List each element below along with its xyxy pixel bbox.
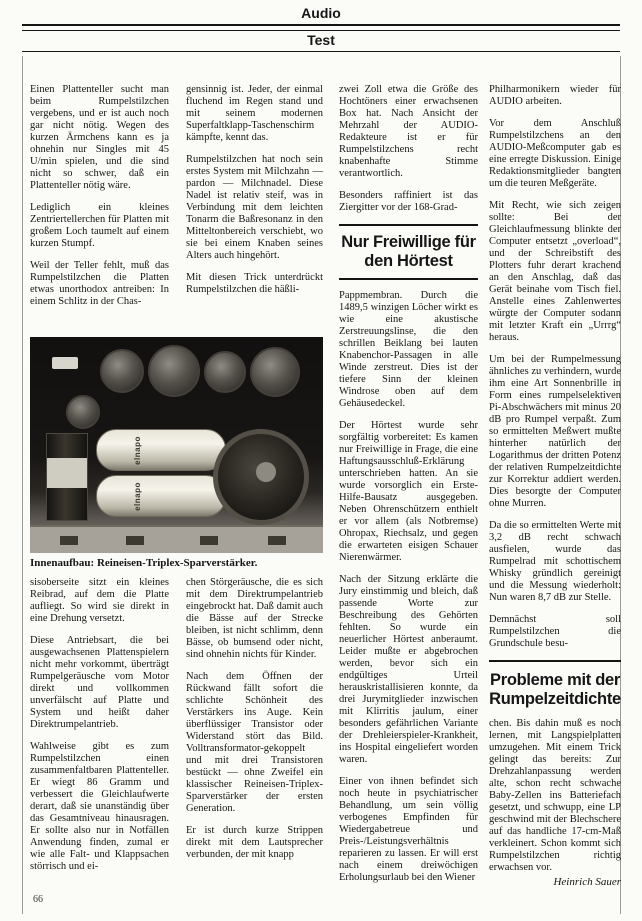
column-1-bottom <box>30 577 169 883</box>
photo-component <box>200 536 218 545</box>
photo-component <box>126 536 144 545</box>
paragraph: Der Hörtest wurde sehr sorgfältig vorbereitet: Es kamen nur Freiwillige in Frage, die eine Haftungsausschluß-Erklärung unterschrieben hatten. An sie wurde vorsorglich ein Erste-Hilfe-Bausatz ausgegeben. Neben Ohrenschützern enthielt er vor allem (als Notbremse) Ohropax, Riechsalz, und gegen die erwarteten eisigen Schauer Nierenwärmer. <box>339 420 478 563</box>
paragraph: Vor dem Anschluß Rumpelstilzchens an den AUDIO-Meßcomputer gab es eine erregte Diskussion. Einige Redaktionsmitglieder bangten um die teuren Meßgeräte. <box>489 118 621 189</box>
paragraph: Rumpelstilzchen hat noch sein erstes System mit Milchzahn — pardon — Milchnadel. Diese Nadel ist relativ steif, was in Verbindung mit dem leichten Tonarm die Baßresonanz in den Mitteltonbereich verschiebt, wo sie bei einem Knaben seines Alters auch hingehört. <box>186 154 323 261</box>
paragraph: Philharmonikern wieder für AUDIO arbeiten. <box>489 84 621 107</box>
photo-switch <box>52 357 78 369</box>
paragraph: Pappmembran. Durch die 1489,5 winzigen Löcher wirkt es wie eine akustische Zerstreuungslinse, die den schrillen Beiklang bei lauten Knabenchor-Passagen in alle Winde zerstreut. Dies ist der tiefere Sinn der kleinen Windrose oben auf dem Gehäusedeckel. <box>339 290 478 409</box>
photo-battery-label <box>47 458 87 488</box>
paragraph: Er ist durch kurze Strippen direkt mit dem Lautsprecher verbunden, der mit knapp <box>186 825 323 860</box>
photo-capacitor-cylinder <box>96 429 226 471</box>
amplifier-internals-photo <box>30 337 323 553</box>
photo-capacitor-brand: elnapo <box>132 435 142 465</box>
paragraph: Diese Antriebsart, die bei ausgewachsenen Plattenspielern nicht mehr vorkommt, überträgt Rumpelgeräusche vom Motor direkt und vollkommen unverfälscht auf Platte und System und heißt daher Direktrumpelantrieb. <box>30 635 169 730</box>
photo-capacitor-brand: elnapo <box>132 481 142 511</box>
paragraph: Mit diesen Trick unterdrückt Rumpelstilzchen die häßli- <box>186 272 323 295</box>
paragraph: gensinnig ist. Jeder, der einmal fluchend im Regen stand und mit seinem modernen Superfaltklapp-Taschenschirm kämpfte, kennt das. <box>186 84 323 143</box>
photo-battery <box>46 433 88 521</box>
header-double-rule <box>22 24 620 31</box>
photo-component <box>268 536 286 545</box>
photo-component <box>60 536 78 545</box>
page-number: 66 <box>33 894 43 905</box>
paragraph: Um bei der Rumpelmessung ähnliches zu verhindern, wurde ihm eine Art Sonnenbrille in Form eines rumpelselektiven Pi-Abschwächers mit minus 20 dB pro Rumpel verpaßt. Zum so ermittelten Meßwert mußte hinterher natürlich der Logarithmus der dritten Potenz der relativen Rumpelzeitdichte zur Korrektur addiert werden. Dies besorgte der Computer ohne Murren. <box>489 354 621 509</box>
photo-capacitor-top <box>100 349 144 393</box>
paragraph: zwei Zoll etwa die Größe des Hochtöners einer erwachsenen Box hat. Nach Ansicht der Mehrzahl der AUDIO-Redakteure ist er für Rumpelstilzchens recht knabenhafte Stimme verantwortlich. <box>339 84 478 179</box>
column-4 <box>489 84 621 888</box>
column-2-bottom <box>186 577 323 871</box>
paragraph: Mit Recht, wie sich zeigen sollte: Bei der Gleichlaufmessung blinkte der Computer entsetzt „overload“, und der Schreibstift des Plotters fuhr derart krachend an den Anschlag, daß das Gerät beinahe vom Tisch fiel. Anstelle eines Zahlenwertes würgte der Computer sodann mit letzter Kraft ein „Urrrg“ heraus. <box>489 200 621 343</box>
paragraph: chen Störgeräusche, die es sich mit dem Direktrumpelantrieb eingebrockt hat. Daß damit auch die Bässe auf der Strecke bleiben, ist nicht schlimm, denn Bässe, ob bumsend oder nicht, sind ohnehin nichts für Kinder. <box>186 577 323 660</box>
paragraph: Einen Plattenteller sucht man beim Rumpelstilzchen vergebens, und er ist auch noch gar nicht nötig. Wegen des kurzen Ärmchens kann es ja ohnehin nur Singles mit 45 U/min spielen, und die sind nicht so schwer, daß ein Plattenteller nötig wäre. <box>30 84 169 191</box>
paragraph: Weil der Teller fehlt, muß das Rumpelstilzchen die Platten etwas unorthodox antreiben: In einem Schlitz in der Chas- <box>30 260 169 307</box>
paragraph: Da die so ermittelten Werte mit 3,2 dB recht schwach ausfielen, wurde das Rumpelrad mit schottischem Whisky gründlich gereinigt und die Messung wiederholt: Nun waren 8,7 dB zur Stelle. <box>489 520 621 603</box>
paragraph: sisoberseite sitzt ein kleines Reibrad, auf dem die Platte aufliegt. So wird sie direkt in eine Drehung versetzt. <box>30 577 169 624</box>
section-title: Test <box>307 32 335 48</box>
photo-capacitor-top <box>204 351 246 393</box>
paragraph: Wahlweise gibt es zum Rumpelstilzchen einen zusammenfaltbaren Plattenteller. Er wiegt 86 Gramm und verbessert die Gleichlaufwerte derart, daß sie unanständig über das Gesamtniveau hinausragen. Er sollte also nur in Notfällen Anwendung finden, zumal er wie alle Falt- und Klappsachen störrisch und ei- <box>30 741 169 872</box>
page-border-left <box>22 56 23 914</box>
photo-capacitor-top <box>148 345 200 397</box>
column-2-top <box>186 84 323 306</box>
paragraph: Einer von ihnen befindet sich noch heute in psychiatrischer Behandlung, um sein völlig verbogenes Empfinden für Wiedergabetreue und Preis-/Leistungsverhältnis reparieren zu lassen. Er will erst nach einem dreiwöchigen Erholungsurlaub bei den Wiener <box>339 776 478 883</box>
photo-circuit-board <box>30 525 323 553</box>
photo-capacitor-top <box>66 395 100 429</box>
photo-caption: Innenaufbau: Reineisen-Triplex-Sparverstärker. <box>30 557 258 569</box>
photo-capacitor-cylinder <box>96 475 226 517</box>
author-byline: Heinrich Sauer <box>553 876 621 888</box>
header-rule <box>22 51 620 52</box>
paragraph: Nach der Sitzung erklärte die Jury einstimmig und bleich, daß passende Worte zur Beschreibung des Gehörten fehlten. So wurde ein neuerlicher Hörtest anberaumt. Leider mußte er abgebrochen werden, bevor sich ein endgültiges Urteil herauskristallisieren konnte, da drei Jurymitglieder inzwischen mit Klirritis jaulum, einer besonders gefährlichen Variante der Drehleierspieler-Krankheit, ins Hospital eingeliefert worden waren. <box>339 574 478 765</box>
column-1-top <box>30 84 169 318</box>
paragraph: Besonders raffiniert ist das Ziergitter vor der 168-Grad- <box>339 190 478 213</box>
paragraph: Lediglich ein kleines Zentriertellerchen für Platten mit großem Loch taumelt auf einem kurzen Stumpf. <box>30 202 169 249</box>
column-3 <box>339 84 478 894</box>
paragraph: chen. Bis dahin muß es noch lernen, mit Langspielplatten umzugehen. Mit einem Trick gelingt das bereits: Zur Drehzahlanpassung werden alte, schon recht schwache Baby-Zellen ins Batteriefach gesetzt, und schwupp, eine LP geschwind mit der Blechschere auf das handliche 17-cm-Maß verkleinert. Schon kommt sich Rumpelstilzchen richtig erwachsen vor. <box>489 718 621 873</box>
paragraph: Demnächst soll Rumpelstilzchen die Grundschule besu- <box>489 614 621 649</box>
magazine-title: Audio <box>301 5 341 21</box>
paragraph: Nach dem Öffnen der Rückwand fällt sofort die schlichte Schönheit des Verstärkers ins Auge. Kein überflüssiger Transistor oder Widerstand stört das Bild. Volltransformator-gekoppelt und mit drei Transistoren bestückt — ohne Zweifel ein klassischer Reineisen-Triplex-Sparverstärker der ersten Generation. <box>186 671 323 814</box>
subheading-hoertest: Nur Freiwillige für den Hörtest <box>339 224 478 280</box>
photo-capacitor-top <box>250 347 300 397</box>
subheading-rumpelzeitdichte: Probleme mit der Rumpelzeitdichte <box>489 660 621 712</box>
photo-speaker-hub <box>256 462 276 482</box>
